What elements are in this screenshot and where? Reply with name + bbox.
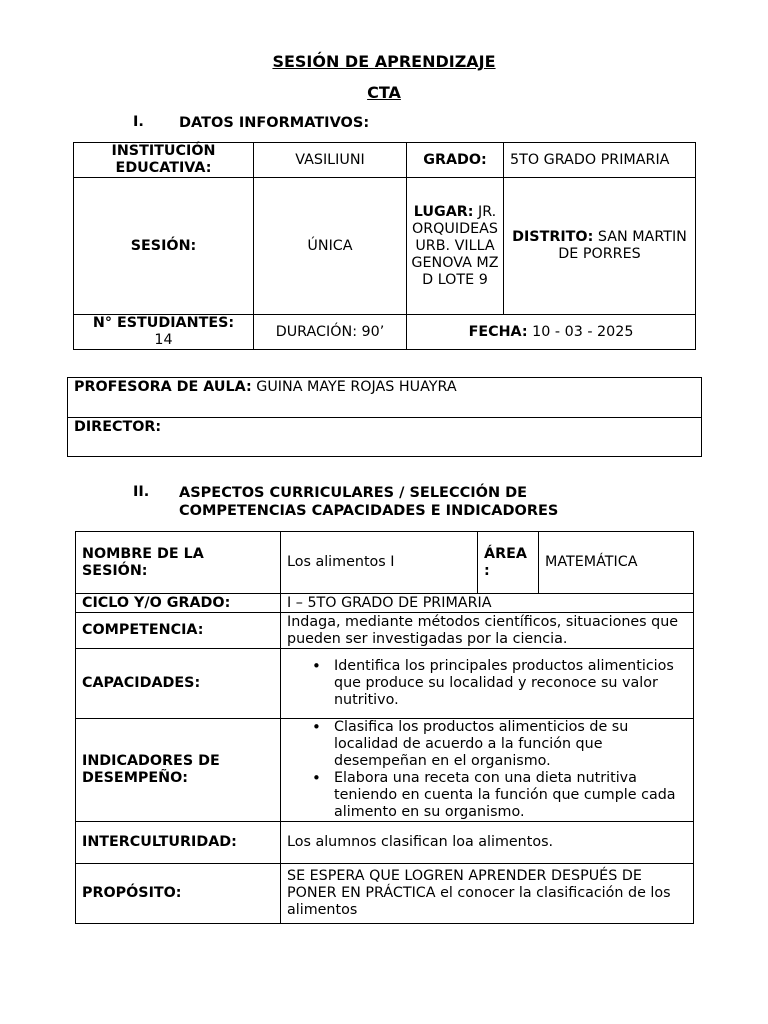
section-1-heading: DATOS INFORMATIVOS: (179, 115, 370, 131)
indicador-item: • Elabora una receta con una dieta nutritiva teniendo en cuenta la función que cumple cada alimento en su organismo. (334, 770, 687, 821)
indicadores-cell (281, 719, 694, 822)
aspectos-curriculares-table (75, 531, 694, 924)
section-2-number: II. (133, 484, 150, 500)
fecha-cell (407, 315, 696, 350)
lugar-label: LUGAR: (413, 203, 474, 220)
area-label: ÁREA : (478, 532, 539, 594)
competencia-value: Indaga, mediante métodos científicos, situaciones que pueden ser investigadas por la ciencia. (281, 613, 694, 649)
profesora-value: GUINA MAYE ROJAS HUAYRA (256, 379, 457, 395)
proposito-label: PROPÓSITO: (76, 864, 281, 924)
estudiantes-label: N° ESTUDIANTES: (92, 315, 235, 331)
document-subtitle: CTA (367, 83, 401, 102)
distrito-label: DISTRITO: (512, 229, 594, 245)
competencia-label: COMPETENCIA: (76, 613, 281, 649)
distrito-cell (504, 178, 696, 315)
sesion-label: SESIÓN: (74, 178, 254, 315)
estudiantes-value: 14 (154, 332, 173, 348)
institucion-value: VASILIUNI (254, 143, 407, 178)
profesora-cell (68, 378, 702, 418)
profesora-label: PROFESORA DE AULA: (74, 379, 252, 395)
capacidad-item: • Identifica los principales productos alimenticios que produce su localidad y reconoce su valor nutritivo. (334, 658, 687, 709)
section-2-heading: ASPECTOS CURRICULARES / SELECCIÓN DE COMPETENCIAS CAPACIDADES E INDICADORES (179, 485, 559, 519)
datos-informativos-table (73, 142, 696, 350)
capacidades-cell (281, 649, 694, 719)
estudiantes-cell (74, 315, 254, 350)
personal-table (67, 377, 702, 457)
nombre-sesion-label: NOMBRE DE LA SESIÓN: (76, 532, 281, 594)
area-value: MATEMÁTICA (539, 532, 694, 594)
lugar-cell (407, 178, 504, 315)
fecha-value: 10 - 03 - 2025 (532, 323, 634, 340)
indicadores-label: INDICADORES DE DESEMPEÑO: (76, 719, 281, 822)
capacidades-label: CAPACIDADES: (76, 649, 281, 719)
lugar-value: JR. ORQUIDEAS URB. VILLA GENOVA MZ D LOTE 9 (411, 203, 499, 288)
proposito-value: SE ESPERA QUE LOGREN APRENDER DESPUÉS DE PONER EN PRÁCTICA el conocer la clasificación de los alimentos (281, 864, 694, 924)
director-label: DIRECTOR: (68, 418, 702, 457)
ciclo-label: CICLO Y/O GRADO: (76, 594, 281, 613)
section-1-number: I. (133, 114, 144, 130)
nombre-sesion-value: Los alimentos I (281, 532, 478, 594)
fecha-label: FECHA: (468, 323, 528, 340)
distrito-value: SAN MARTIN DE PORRES (558, 229, 687, 262)
indicador-item: • Clasifica los productos alimenticios de su localidad de acuerdo a la función que desempeñan en el organismo. (334, 719, 687, 770)
interculturidad-value: Los alumnos clasifican loa alimentos. (281, 822, 694, 864)
document-title: SESIÓN DE APRENDIZAJE (272, 52, 496, 71)
grado-value: 5TO GRADO PRIMARIA (504, 143, 696, 178)
institucion-label: INSTITUCIÓN EDUCATIVA: (74, 143, 254, 178)
ciclo-value: I – 5TO GRADO DE PRIMARIA (281, 594, 694, 613)
grado-label: GRADO: (407, 143, 504, 178)
interculturidad-label: INTERCULTURIDAD: (76, 822, 281, 864)
indicadores-list (287, 719, 687, 821)
duracion-value: DURACIÓN: 90’ (254, 315, 407, 350)
sesion-value: ÚNICA (254, 178, 407, 315)
capacidades-list (287, 658, 687, 709)
